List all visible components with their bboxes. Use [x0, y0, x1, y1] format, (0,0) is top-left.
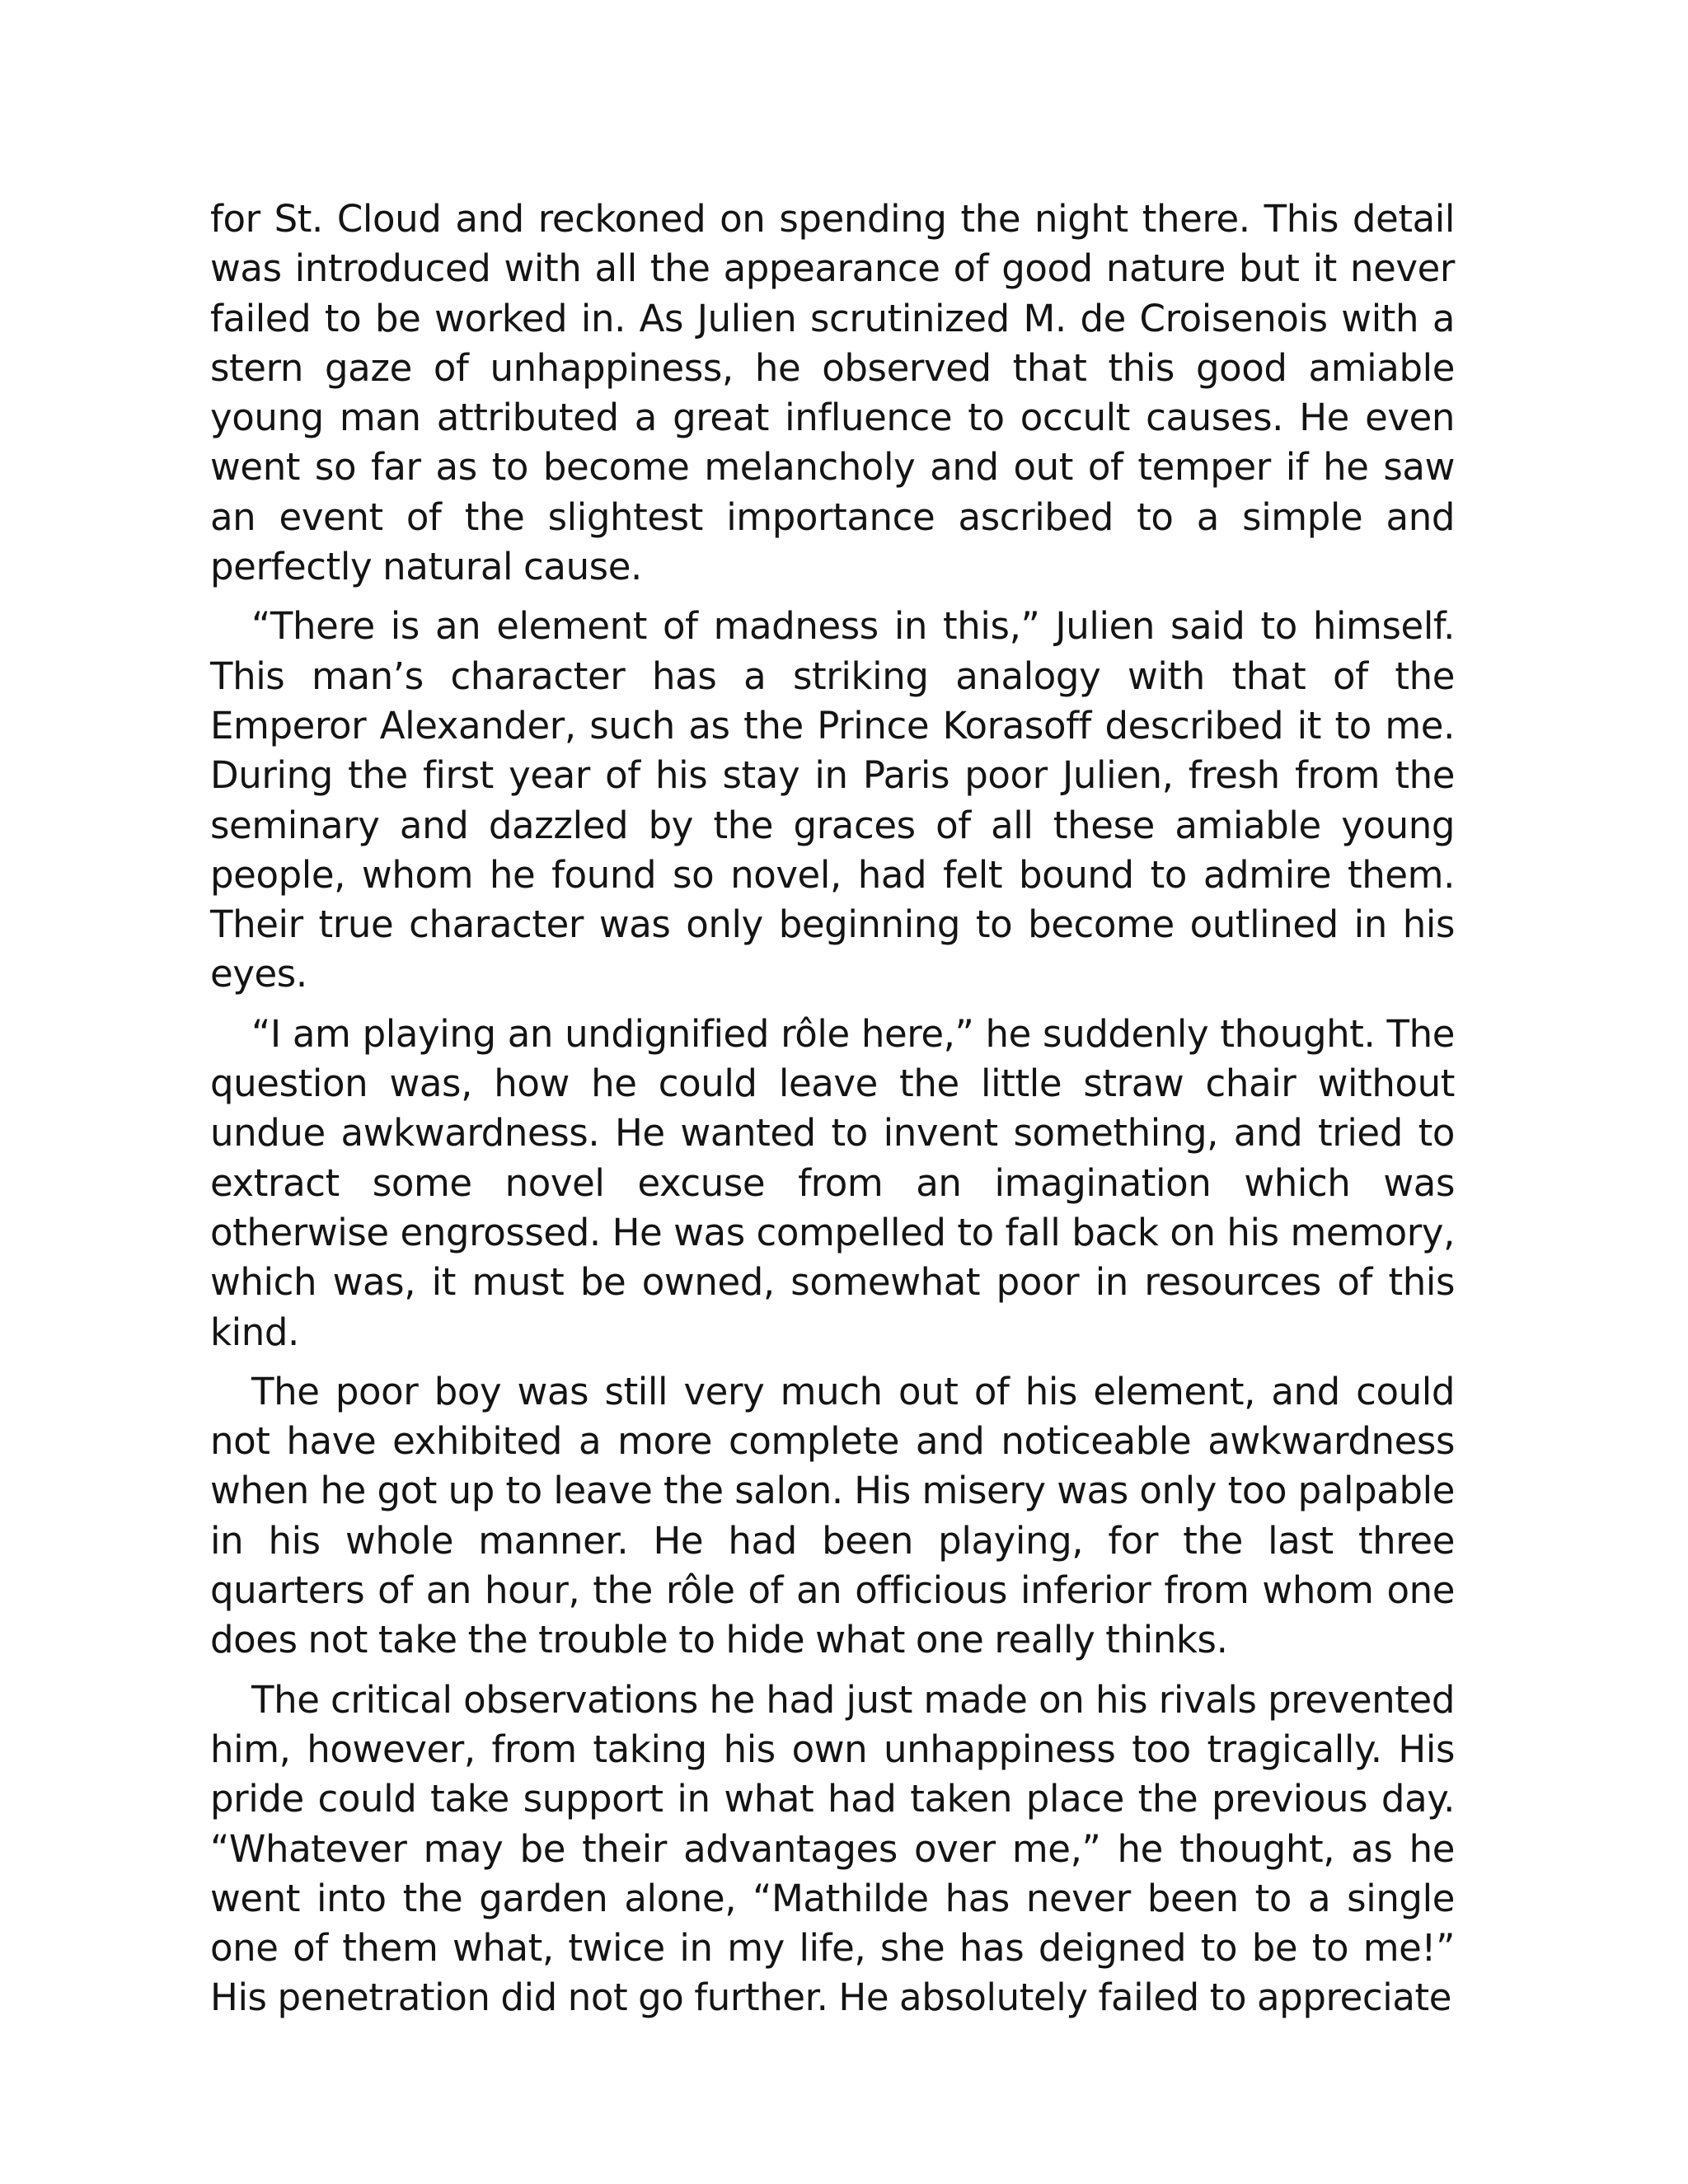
body-text: [210, 194, 1455, 2023]
paragraph-3: “I am playing an undignified rôle here,” he suddenly thought. The question was, how he could leave the little straw chair without undue awkwardness. He wanted to invent something, and tried to extract some novel excuse from an imagination which was otherwise engrossed. He was compelled to fall back on his memory, which was, it must be owned, somewhat poor in resources of this kind.: [210, 1011, 1455, 1354]
paragraph-2: “There is an element of madness in this,” Julien said to himself. This man’s character has a striking analogy with that of the Emperor Alexander, such as the Prince Korasoff described it to me. During the first year of his stay in Paris poor Julien, fresh from the seminary and dazzled by the graces of all these amiable young people, whom he found so novel, had felt bound to admire them. Their true character was only beginning to become outlined in his eyes.: [210, 604, 1455, 996]
paragraph-1: for St. Cloud and reckoned on spending the night there. This detail was introduced with all the appearance of good nature but it never failed to be worked in. As Julien scrutinized M. de Croisenois with a stern gaze of unhappiness, he observed that this good amiable young man attributed a great influence to occult causes. He even went so far as to become melancholy and out of temper if he saw an event of the slightest importance ascribed to a simple and perfectly natural cause.: [210, 197, 1455, 589]
paragraph-4: The poor boy was still very much out of his element, and could not have exhibited a more complete and noticeable awkwardness when he got up to leave the salon. His misery was only too palpable in his whole manner. He had been playing, for the last three quarters of an hour, the rôle of an officious inferior from whom one does not take the trouble to hide what one really thinks.: [210, 1369, 1455, 1662]
paragraph-5: The critical observations he had just made on his rivals prevented him, however, from taking his own unhappiness too tragically. His pride could take support in what had taken place the previous day. “Whatever may be their advantages over me,” he thought, as he went into the garden alone, “Mathilde has never been to a single one of them what, twice in my life, she has deigned to be to me!” His penetration did not go further. He absolutely failed to appreciate: [210, 1677, 1455, 2020]
